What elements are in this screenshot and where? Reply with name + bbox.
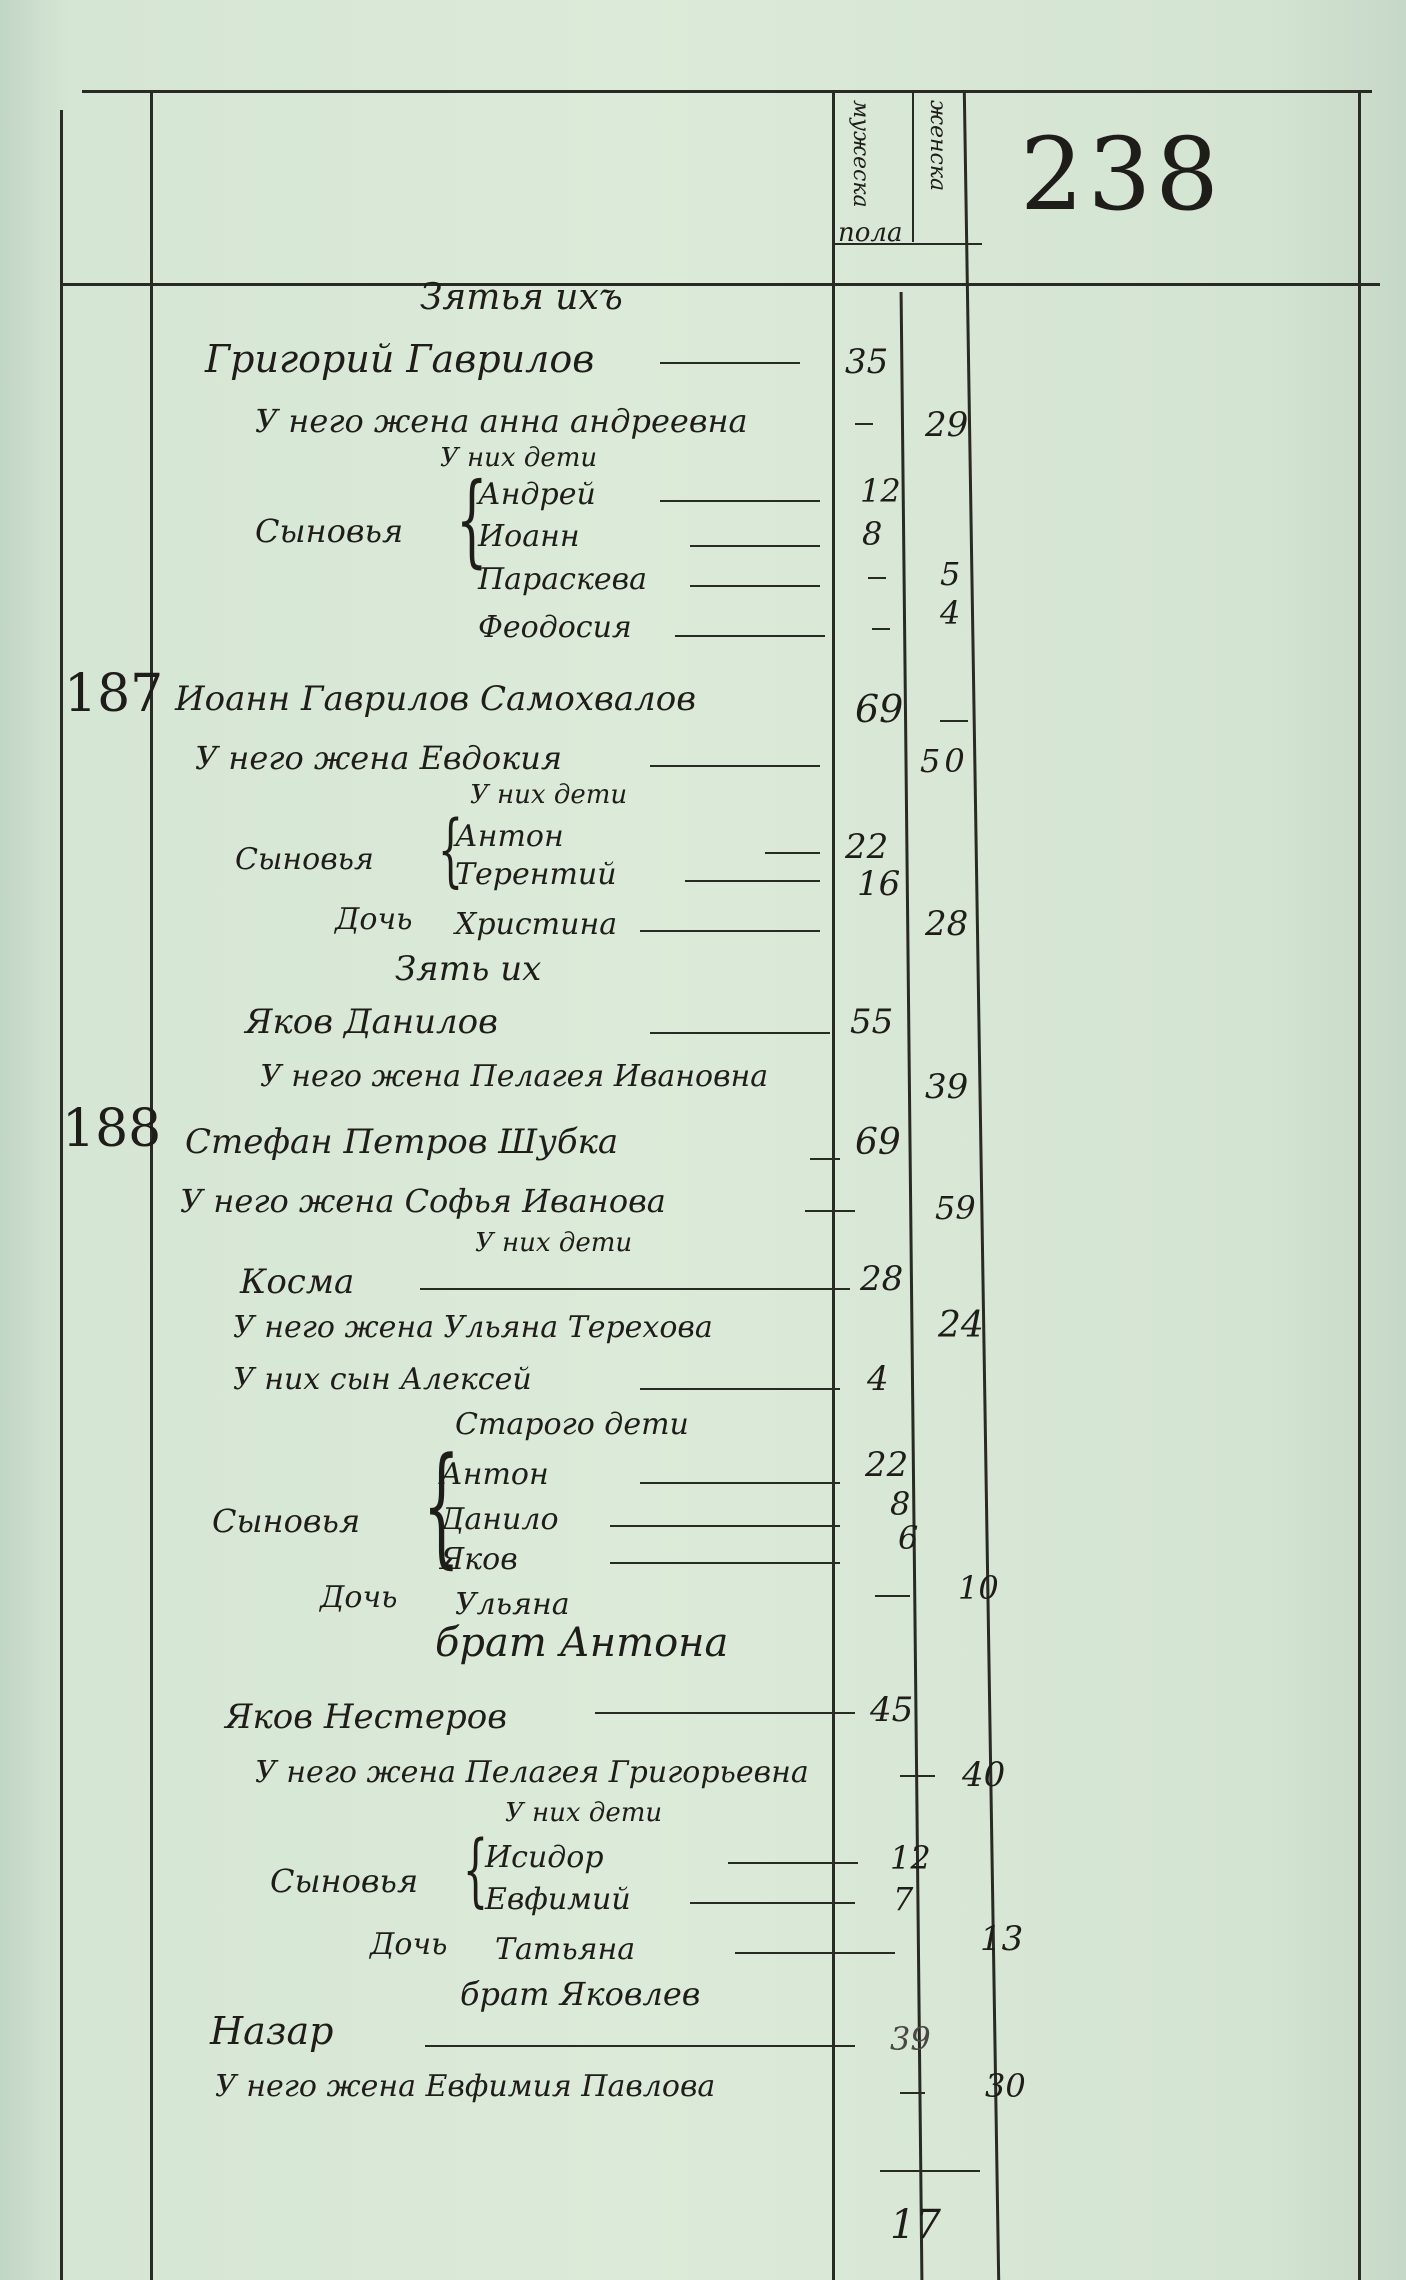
female-age: 29	[925, 405, 969, 445]
children-heading: У них дети	[470, 780, 628, 810]
dash	[810, 1158, 840, 1160]
dash	[690, 585, 820, 587]
dash	[640, 1482, 840, 1484]
daughter-label: Дочь	[370, 1927, 448, 1962]
male-age: 8	[862, 515, 883, 553]
brace: {	[462, 1823, 489, 1916]
male-age: 28	[860, 1259, 904, 1299]
entry-name: Стефан Петров Шубка	[185, 1122, 619, 1162]
dash	[805, 1210, 855, 1212]
dash	[728, 1862, 858, 1864]
male-age: 22	[865, 1445, 909, 1485]
sons-label: Сыновья	[255, 512, 404, 550]
children-heading: Старого дети	[455, 1407, 689, 1442]
male-age: 8	[890, 1485, 911, 1523]
child-name: Антон	[455, 819, 564, 854]
wife-line: У него жена Пелагея Григорьевна	[255, 1755, 809, 1790]
dash	[650, 765, 820, 767]
wife-line: У него жена анна андреевна	[255, 402, 748, 440]
dash	[735, 1952, 895, 1954]
daughter-label: Дочь	[335, 902, 413, 937]
child-name: Христина	[455, 907, 618, 942]
page-number: 238	[1020, 116, 1223, 233]
child-name: Яков	[440, 1542, 518, 1577]
wife-line: У него жена Софья Иванова	[180, 1182, 666, 1220]
female-age: 59	[935, 1189, 976, 1227]
household-number: 188	[62, 1099, 162, 1159]
col-male-female-rule	[912, 92, 914, 242]
child-name: Татьяна	[495, 1932, 636, 1967]
dash	[640, 1388, 840, 1390]
female-age: 4	[940, 594, 961, 632]
dash	[855, 423, 873, 425]
wife-line: У него жена Ульяна Терехова	[233, 1310, 713, 1345]
children-heading: У них дети	[475, 1228, 633, 1258]
col-female-header: женска	[925, 100, 950, 192]
footer-rule	[880, 2170, 980, 2172]
children-heading: У них дети	[440, 443, 598, 473]
child-name: Иоанн	[478, 519, 580, 554]
dash	[940, 720, 968, 722]
entry-name: Иоанн Гаврилов Самохвалов	[175, 679, 697, 719]
male-age: 12	[890, 1839, 931, 1877]
dash	[640, 930, 820, 932]
dash	[685, 880, 820, 882]
male-age: 4	[867, 1359, 889, 1399]
male-age: 12	[860, 472, 901, 510]
entry-name: Назар	[210, 2009, 334, 2053]
female-age: 40	[962, 1755, 1006, 1795]
female-age: 30	[985, 2067, 1026, 2105]
dash	[610, 1525, 840, 1527]
male-age: 45	[870, 1690, 914, 1730]
entry-name: Косма	[240, 1262, 355, 1302]
heading-brother: брат Яковлев	[460, 1975, 701, 2013]
dash	[900, 2092, 925, 2094]
entry-name: Григорий Гаврилов	[205, 337, 595, 381]
dash	[650, 1032, 830, 1034]
dash	[610, 1562, 840, 1564]
male-age: 6	[898, 1519, 919, 1557]
brace: {	[422, 1429, 460, 1581]
brace: {	[455, 461, 488, 578]
child-name: Антон	[440, 1457, 549, 1492]
female-age: 50	[920, 742, 969, 780]
wife-line: У него жена Евфимия Павлова	[215, 2069, 716, 2104]
dash	[900, 1775, 935, 1777]
male-age: 7	[893, 1880, 914, 1918]
heading-brother: брат Антона	[435, 1620, 729, 1666]
wife-line: У него жена Пелагея Ивановна	[260, 1059, 769, 1094]
sons-label: Сыновья	[270, 1862, 419, 1900]
male-age: 39	[890, 2020, 931, 2058]
child-name: Феодосия	[478, 610, 632, 645]
dash	[690, 545, 820, 547]
child-name: Ульяна	[455, 1587, 570, 1622]
son-line: У них сын Алексей	[233, 1362, 532, 1397]
wife-line: У него жена Евдокия	[195, 739, 562, 777]
female-age: 5	[940, 555, 961, 593]
female-age: 10	[958, 1569, 999, 1607]
right-page-rule	[1358, 92, 1361, 2280]
male-age: 35	[845, 342, 889, 382]
dash	[675, 635, 825, 637]
dash	[872, 628, 890, 630]
male-age: 22	[845, 827, 889, 867]
child-name: Терентий	[455, 857, 617, 892]
daughter-label: Дочь	[320, 1580, 398, 1615]
male-age: 69	[855, 1122, 901, 1163]
dash	[660, 362, 800, 364]
left-margin-rule-inner	[150, 92, 153, 2280]
heading-in-laws: Зятья ихъ	[420, 277, 623, 318]
male-age: 69	[855, 687, 904, 731]
male-age: 55	[850, 1002, 894, 1042]
child-name: Андрей	[478, 477, 596, 512]
heading-in-law: Зять их	[395, 949, 542, 989]
child-name: Исидор	[485, 1840, 604, 1875]
col-male-header: мужеска	[848, 100, 873, 208]
dash	[425, 2045, 855, 2047]
dash	[868, 577, 886, 579]
female-age: 39	[925, 1067, 969, 1107]
female-age: 24	[938, 1305, 984, 1346]
male-age: 16	[857, 864, 901, 904]
child-name: Параскева	[478, 562, 647, 597]
entry-name: Яков Данилов	[245, 1002, 498, 1042]
female-age: 13	[980, 1919, 1024, 1959]
dash	[660, 500, 820, 502]
left-margin-rule-outer	[60, 110, 63, 2280]
dash	[595, 1712, 855, 1714]
dash	[420, 1288, 850, 1290]
children-heading: У них дети	[505, 1798, 663, 1828]
col-pola-header: пола	[838, 218, 903, 248]
brace: {	[437, 803, 464, 896]
top-rule	[82, 90, 1372, 93]
header-bottom-rule	[60, 283, 1380, 286]
female-age: 28	[925, 904, 969, 944]
dash	[765, 852, 820, 854]
child-name: Евфимий	[485, 1882, 631, 1917]
page-total: 17	[890, 2202, 941, 2248]
household-number: 187	[64, 664, 164, 724]
sons-label: Сыновья	[235, 842, 374, 877]
dash	[875, 1595, 910, 1597]
entry-name: Яков Нестеров	[225, 1697, 508, 1737]
child-name: Данило	[440, 1502, 559, 1537]
sons-label: Сыновья	[212, 1502, 361, 1540]
dash	[690, 1902, 855, 1904]
